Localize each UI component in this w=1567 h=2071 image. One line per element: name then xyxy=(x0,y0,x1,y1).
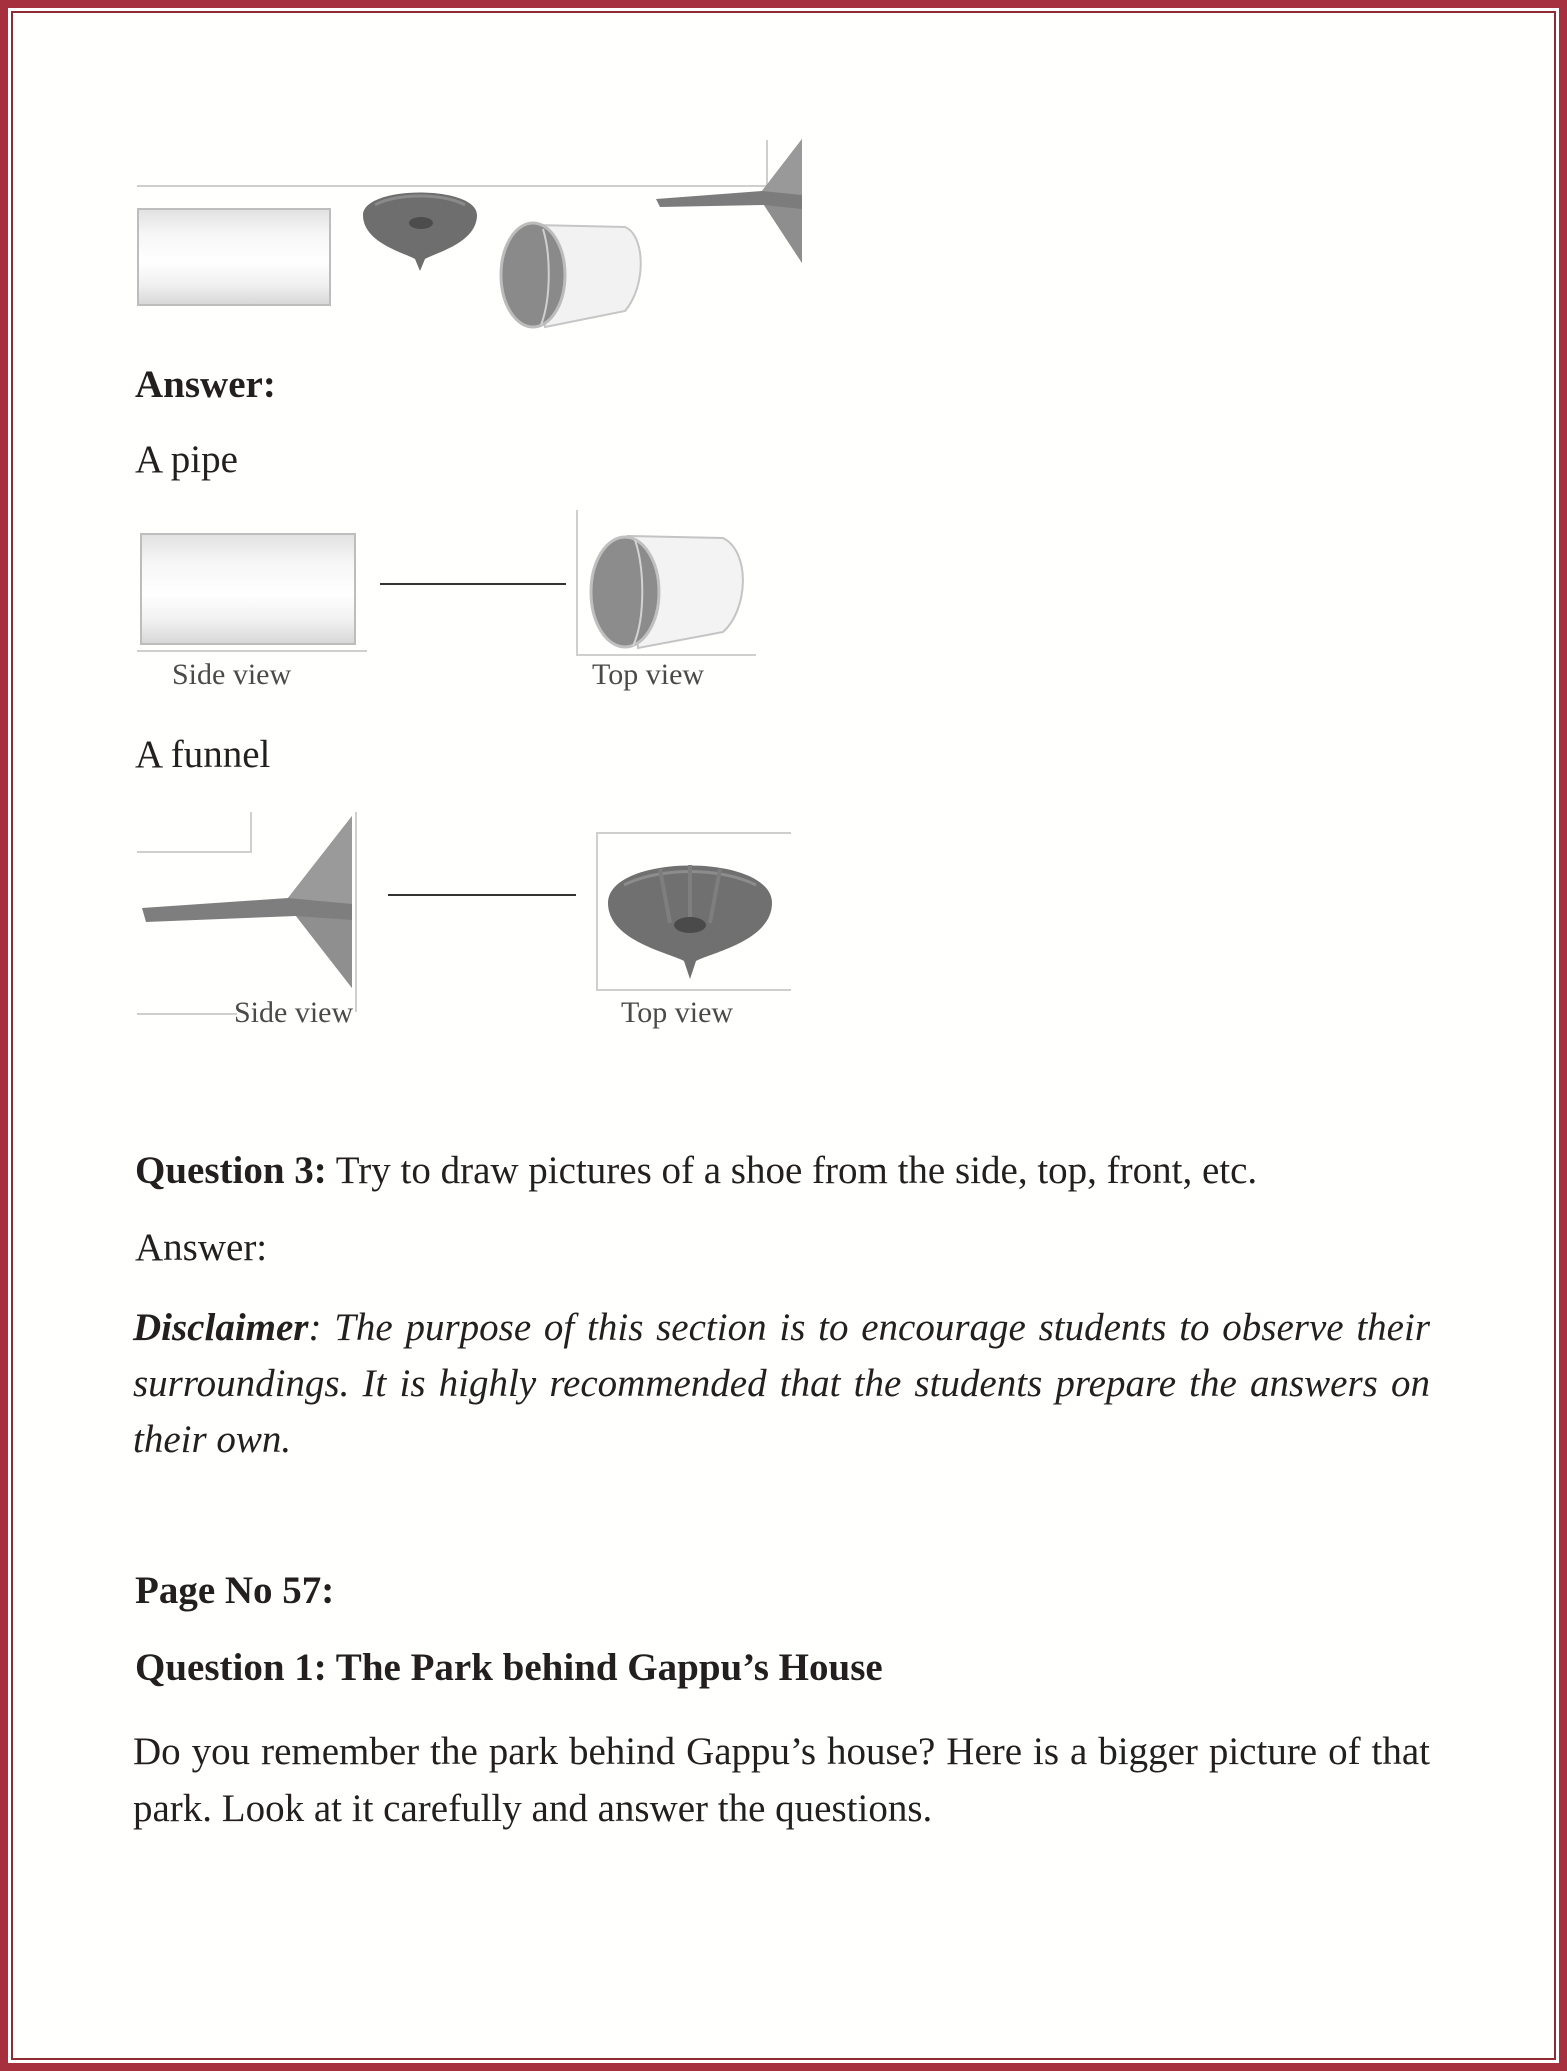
question-3 xyxy=(135,1148,1257,1195)
funnel-side-view-image xyxy=(652,135,807,265)
answer-heading: Answer: xyxy=(135,363,276,406)
funnel-top-view-image xyxy=(355,175,485,275)
funnel-top-frame-left xyxy=(596,832,598,990)
disclaimer-label: Disclaimer xyxy=(133,1306,309,1349)
funnel-side-frame-edge xyxy=(355,812,357,1012)
pipe-top-caption: Top view xyxy=(592,658,705,691)
pipe-title: A pipe xyxy=(135,438,238,481)
funnel-side-caption: Side view xyxy=(234,996,354,1029)
funnel-title: A funnel xyxy=(135,733,271,776)
question-3-answer-label: Answer: xyxy=(135,1226,268,1269)
funnel-side-frame-bottom xyxy=(137,1013,237,1015)
disclaimer-paragraph xyxy=(133,1300,1430,1468)
pipe-top-view-image xyxy=(583,530,748,655)
funnel-top-frame-bottom xyxy=(596,989,791,991)
pipe-side-view-image xyxy=(140,533,356,645)
pipe-side-view-image xyxy=(137,208,331,306)
funnel-side-view-image xyxy=(138,812,358,992)
page-57-heading: Page No 57: xyxy=(135,1569,335,1612)
funnel-top-view-image xyxy=(600,845,780,985)
question-3-label: Question 3: xyxy=(135,1149,327,1192)
funnel-top-frame-top xyxy=(596,832,791,834)
pipe-top-view-image xyxy=(495,215,645,333)
pipe-connector-line xyxy=(380,583,566,585)
disclaimer-text: : The purpose of this section is to encourage students to observe their surroundings. It is highly recommended that the students prepare the answers on their own. xyxy=(133,1306,1430,1461)
funnel-connector-line xyxy=(388,894,576,896)
question-1-title: Question 1: The Park behind Gappu’s House xyxy=(135,1646,883,1689)
question-3-text: Try to draw pictures of a shoe from the side, top, front, etc. xyxy=(326,1149,1258,1192)
pipe-side-frame-line xyxy=(137,650,367,652)
pipe-side-caption: Side view xyxy=(172,658,292,691)
funnel-top-caption: Top view xyxy=(621,996,734,1029)
pipe-top-frame-left xyxy=(576,510,578,655)
question-1-text: Do you remember the park behind Gappu’s house? Here is a bigger picture of that park. Look at it carefully and answer the questions. xyxy=(133,1730,1430,1830)
